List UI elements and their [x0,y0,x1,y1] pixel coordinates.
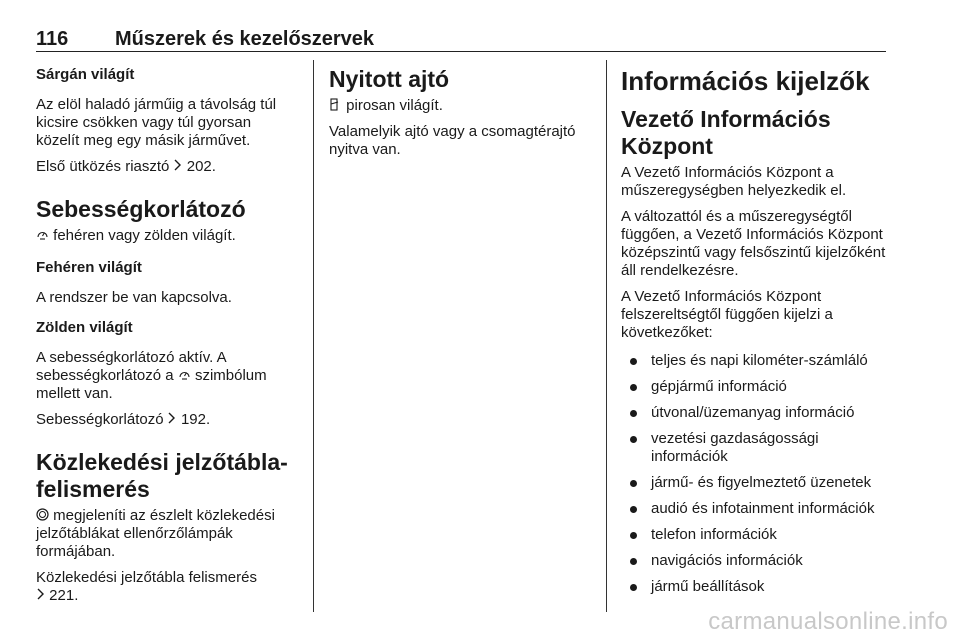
traffic-sign-icon [36,508,49,521]
heading-info-displays: Információs kijelzők [621,66,870,96]
page-number: 116 [36,28,69,50]
page-ref-arrow-icon [174,158,183,176]
list-item: jármű- és figyelmeztető üzenetek [621,474,889,492]
open-door-icon [329,98,342,111]
column-3 [621,66,889,604]
list-item: útvonal/üzemanyag információ [621,404,889,422]
heading-traffic-sign: Közlekedési jelzőtábla-felismerés [36,449,288,502]
heading-white: Fehéren világít [36,259,142,276]
paragraph-green-text-a: A sebességkorlátozó aktív. A sebességkorlátozó a [36,349,226,384]
paragraph-speed-text: fehéren vagy zölden világít. [53,227,236,244]
paragraph-speed [36,227,298,245]
column-2 [329,66,591,159]
paragraph-green [36,349,298,403]
page-ref-arrow-icon [168,411,177,429]
column-divider [313,60,314,612]
reference-collision[interactable] [36,158,298,176]
column-divider [606,60,607,612]
paragraph-yellow: Az elöl haladó járműig a távolság túl kicsire csökken vagy túl gyorsan közelít meg egy másik járművet. [36,96,277,149]
reference-page: 192. [180,411,211,428]
paragraph-dic-2: A változattól és a műszeregységtől függően, a Vezető Információs Központ középszintű vagy felsőszintű kijelzőként áll rendelkezésre. [621,208,886,279]
paragraph-dic-3: A Vezető Információs Központ felszereltségtől függően kijelzi a következőket: [621,288,833,341]
list-item: jármű beállítások [621,578,889,596]
heading-open-door: Nyitott ajtó [329,66,450,92]
paragraph-traffic-sign-text: megjeleníti az észlelt közlekedési jelzőtáblákat ellenőrzőlámpák formájában. [36,507,275,560]
reference-text: Közlekedési jelzőtábla felismerés [36,569,257,586]
reference-page: 221. [49,587,79,604]
page-ref-arrow-icon [36,587,45,605]
reference-page: 202. [186,158,216,175]
info-list [621,352,889,596]
list-item: gépjármű információ [621,378,889,396]
chapter-title: Műszerek és kezelőszervek [115,28,375,50]
heading-green: Zölden világít [36,319,133,336]
list-item: audió és infotainment információk [621,500,889,518]
reference-text: Első ütközés riasztó [36,158,170,175]
paragraph-white: A rendszer be van kapcsolva. [36,289,232,306]
list-item: telefon információk [621,526,889,544]
heading-driver-info-centre: Vezető Információs Központ [621,106,831,159]
paragraph-door: Valamelyik ajtó vagy a csomagtérajtó nyitva van. [329,123,576,158]
column-1 [36,66,298,605]
page-header [36,28,886,52]
paragraph-traffic-sign [36,507,298,561]
heading-speed-limiter: Sebességkorlátozó [36,196,246,222]
reference-text: Sebességkorlátozó [36,411,164,428]
heading-yellow: Sárgán világít [36,66,135,83]
paragraph-dic-1: A Vezető Információs Központ a műszeregységben helyezkedik el. [621,164,847,199]
watermark: carmanualsonline.info [708,608,948,635]
paragraph-door-red [329,97,591,115]
list-item: vezetési gazdaságossági információk [621,430,889,466]
paragraph-door-red-text: pirosan világít. [346,97,443,114]
reference-traffic-sign[interactable] [36,569,298,605]
paragraph-green-text-b: szimbólum mellett van. [36,367,267,402]
list-item: navigációs információk [621,552,889,570]
speed-limiter-icon [36,228,49,241]
reference-speed[interactable] [36,411,298,429]
list-item: teljes és napi kilométer-számláló [621,352,889,370]
speed-limiter-icon [178,368,191,381]
